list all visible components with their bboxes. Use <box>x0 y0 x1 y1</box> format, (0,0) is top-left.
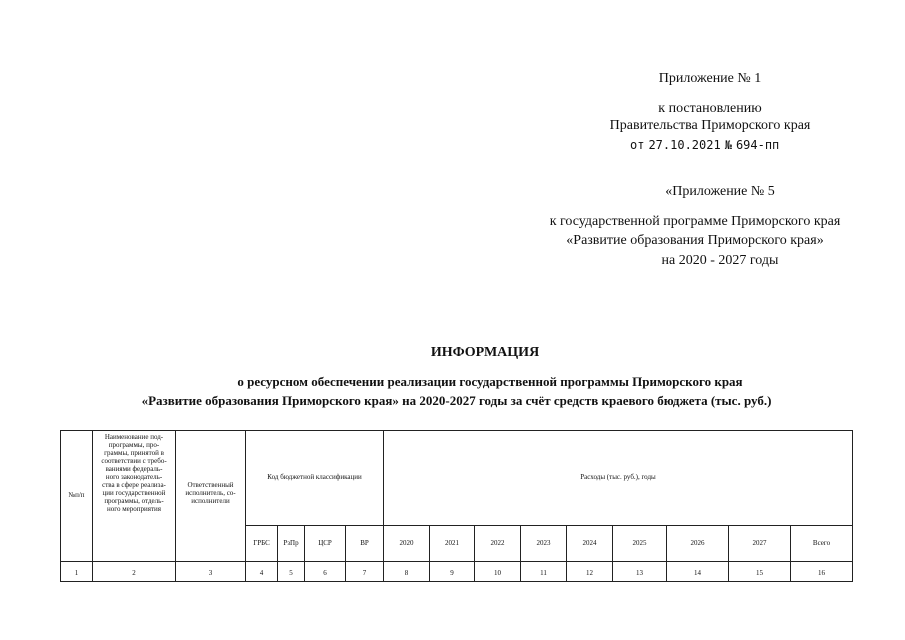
col-number-10: 10 <box>494 569 501 577</box>
col-number-5: 5 <box>289 569 293 577</box>
appendix1-date-line <box>630 136 830 154</box>
header-rzpr: РзПр <box>283 539 299 547</box>
appendix1-title: Приложение № 1 <box>658 71 762 86</box>
header-vr: ВР <box>360 539 369 547</box>
header-budget-code: Код бюджетной классификации <box>267 473 362 481</box>
col-number-3: 3 <box>208 569 213 577</box>
header-name: Наименование под- программы, про- граммы, принятой в соответствии с требо- ваниями федераль- ного законодатель- ства в сфере реализа- ции государственной программы, отдель- ного мероприятия <box>101 433 167 513</box>
col-number-6: 6 <box>323 569 327 577</box>
header-year-2024: 2024 <box>582 539 597 547</box>
header-csr: ЦСР <box>318 539 332 547</box>
header-year-2025: 2025 <box>632 539 647 547</box>
col-number-13: 13 <box>636 569 643 577</box>
document-subtitle-1: о ресурсном обеспечении реализации государственной программы Приморского края <box>237 374 743 389</box>
header-year-2022: 2022 <box>490 539 505 547</box>
appendix5-line2: к государственной программе Приморского края <box>549 214 841 229</box>
date-prefix: от <box>630 138 645 152</box>
document-title: ИНФОРМАЦИЯ <box>430 345 540 360</box>
header-total: Всего <box>812 539 831 547</box>
header-year-2023: 2023 <box>536 539 551 547</box>
header-expenses: Расходы (тыс. руб.), годы <box>580 473 656 481</box>
appendix1-line2: к постановлению <box>658 101 762 116</box>
header-year-2021: 2021 <box>445 539 459 547</box>
appendix5-title: «Приложение № 5 <box>665 184 775 199</box>
col-number-9: 9 <box>450 569 454 577</box>
header-grbs: ГРБС <box>253 539 270 547</box>
col-number-4: 4 <box>259 569 264 577</box>
header-year-2027: 2027 <box>752 539 767 547</box>
resource-table <box>60 430 853 582</box>
header-executor: Ответственный исполнитель, со- исполнители <box>185 481 236 505</box>
col-number-2: 2 <box>132 569 136 577</box>
header-year-2020: 2020 <box>399 539 414 547</box>
col-number-12: 12 <box>586 569 593 577</box>
col-number-15: 15 <box>756 569 763 577</box>
col-number-1: 1 <box>74 569 79 577</box>
date-value: 27.10.2021 <box>648 138 721 152</box>
col-number-7: 7 <box>362 569 367 577</box>
appendix1-line3: Правительства Приморского края <box>609 118 811 133</box>
appendix5-line3: «Развитие образования Приморского края» <box>566 233 824 248</box>
document-subtitle-2: «Развитие образования Приморского края» на 2020-2027 годы за счёт средств краевого бюджета (тыс. руб.) <box>141 393 772 408</box>
col-number-16: 16 <box>818 569 825 577</box>
header-number: №п/п <box>68 491 85 499</box>
col-number-14: 14 <box>694 569 701 577</box>
number-sign: № <box>724 138 732 152</box>
header-year-2026: 2026 <box>690 539 705 547</box>
col-number-8: 8 <box>404 569 409 577</box>
decree-number: 694-пп <box>735 138 780 152</box>
appendix5-line4: на 2020 - 2027 годы <box>661 253 779 268</box>
col-number-11: 11 <box>540 569 547 577</box>
